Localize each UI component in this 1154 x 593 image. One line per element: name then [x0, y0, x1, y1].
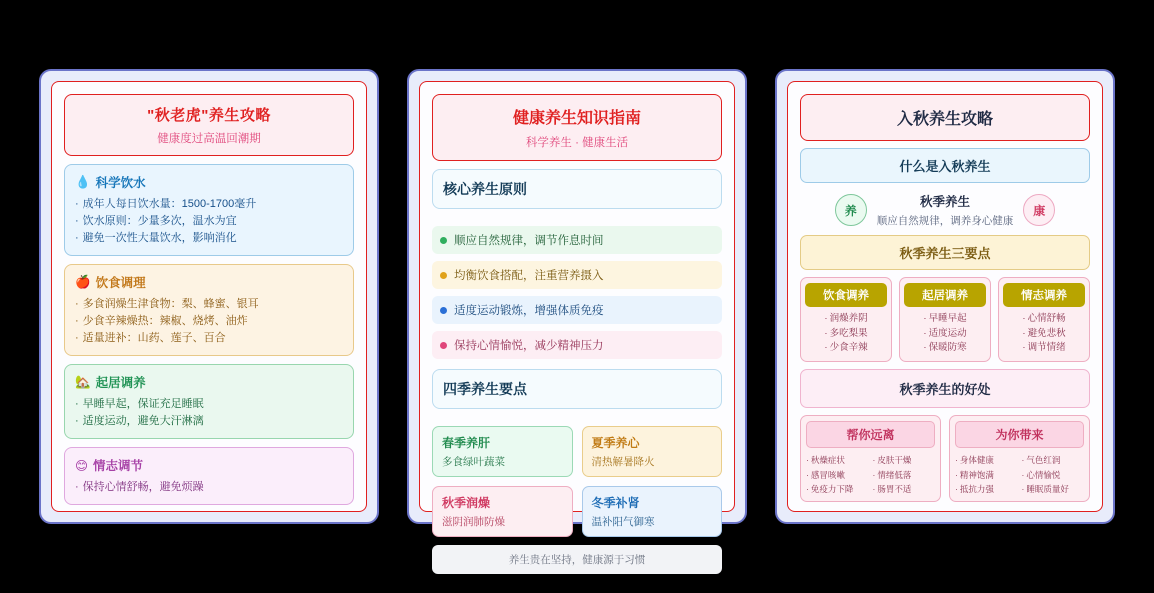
water-drop-icon: 💧: [75, 174, 91, 189]
benefit-avoid-head: 帮你远离: [806, 421, 935, 448]
bullet-dot-icon: [440, 272, 447, 279]
point-mood: [998, 277, 1090, 362]
principle-row: [432, 261, 722, 289]
card1-title: "秋老虎"养生攻略: [147, 107, 271, 124]
season-card-winter: [582, 486, 723, 537]
panel-four-seasons: [432, 369, 722, 409]
section-diet-label: 饮食调理: [95, 276, 146, 291]
bar-benefits: 秋季养生的好处: [800, 369, 1090, 408]
benefit-gain-head: 为你带来: [955, 421, 1084, 448]
concept-center: [877, 192, 1014, 228]
card2-inner: [419, 81, 735, 566]
benefits-grid: [800, 415, 1090, 502]
list-item: · 感冒咳嗽: [806, 468, 869, 482]
card2-title-box: [432, 94, 722, 161]
house-icon: 🏡: [75, 374, 91, 389]
card-autumn-tiger: [39, 69, 379, 524]
list-item: · 早睡早起，保证充足睡眠: [75, 396, 343, 413]
season-desc: 清热解暑降火: [591, 456, 655, 468]
benefit-gain-left: [955, 453, 1018, 496]
list-item: · 适度运动: [904, 327, 986, 342]
list-item: · 气色红润: [1022, 453, 1085, 467]
card2-subtitle: 科学养生 · 健康生活: [525, 137, 629, 149]
card3-inner: [787, 81, 1103, 512]
section-water-head: [75, 173, 343, 191]
list-item: · 免疫力下降: [806, 482, 869, 496]
list-item: · 早睡早起: [904, 312, 986, 327]
benefit-gain-body: [955, 453, 1084, 496]
list-item: · 多食润燥生津食物：梨、蜂蜜、银耳: [75, 296, 343, 313]
list-item: · 抵抗力强: [955, 482, 1018, 496]
section-water-label: 科学饮水: [95, 176, 146, 190]
concept-desc: 顺应自然规律，调养身心健康: [876, 215, 1014, 227]
panel-core-principles: [432, 169, 722, 209]
section-diet: [64, 264, 354, 356]
card3-title-box: [800, 94, 1090, 141]
list-item: · 睡眠质量好: [1022, 482, 1085, 496]
list-item: · 少食辛辣燥热：辣椒、烧烤、油炸: [75, 313, 343, 330]
section-diet-list: [75, 296, 343, 347]
season-grid: [432, 426, 722, 537]
card2-title: 健康养生知识指南: [512, 110, 641, 127]
benefit-avoid-left: [806, 453, 869, 496]
list-item: · 精神饱满: [955, 468, 1018, 482]
list-item: · 身体健康: [955, 453, 1018, 467]
principle-row: [432, 226, 722, 254]
list-item: · 多吃梨果: [805, 327, 887, 342]
principle-list: [432, 226, 722, 359]
point-diet: [800, 277, 892, 362]
season-card-spring: [432, 426, 573, 477]
bar-three-points: 秋季养生三要点: [800, 235, 1090, 270]
card3-title: 入秋养生攻略: [896, 111, 993, 128]
section-water: [64, 164, 354, 256]
panel-seasons-title: 四季养生要点: [443, 381, 527, 397]
three-points-grid: [800, 277, 1090, 362]
bullet-dot-icon: [440, 307, 447, 314]
list-item: · 饮水原则：少量多次，温水为宜: [75, 213, 343, 230]
list-item: · 保暖防寒: [904, 341, 986, 356]
smile-icon: 😊: [75, 458, 89, 473]
bullet-dot-icon: [440, 237, 447, 244]
bullet-dot-icon: [440, 342, 447, 349]
card1-title-box: [64, 94, 354, 156]
list-item: · 皮肤干燥: [873, 453, 936, 467]
circle-kang-icon: 康: [1023, 194, 1055, 226]
card1-subtitle: 健康度过高温回潮期: [157, 133, 261, 145]
list-item: · 避免悲秋: [1003, 327, 1085, 342]
principle-row: [432, 296, 722, 324]
season-card-summer: [582, 426, 723, 477]
list-item: · 润燥养阴: [805, 312, 887, 327]
panel-core-title: 核心养生原则: [443, 181, 527, 197]
card1-inner: [51, 81, 367, 512]
section-living: [64, 364, 354, 439]
point-diet-list: [805, 312, 887, 356]
apple-icon: 🍎: [75, 274, 91, 289]
season-desc: 多食绿叶蔬菜: [442, 456, 505, 468]
season-desc: 温补阳气御寒: [591, 516, 655, 528]
point-living-head: 起居调养: [904, 283, 986, 307]
principle-text: 保持心情愉悦，减少精神压力: [454, 340, 604, 352]
list-item: · 少食辛辣: [805, 341, 887, 356]
season-title: 冬季补肾: [591, 496, 640, 510]
list-item: · 调节情绪: [1003, 341, 1085, 356]
list-item: · 避免一次性大量饮水，影响消化: [75, 230, 343, 247]
section-mood: [64, 447, 354, 505]
bar-what-is-autumn-health: 什么是入秋养生: [800, 148, 1090, 183]
section-living-list: [75, 396, 343, 430]
season-desc: 滋阴润肺防燥: [442, 516, 505, 528]
section-water-list: [75, 196, 343, 247]
list-item: · 适度运动，避免大汗淋漓: [75, 413, 343, 430]
list-item: · 情绪低落: [873, 468, 936, 482]
list-item: · 心情舒畅: [1003, 312, 1085, 327]
section-living-head: [75, 373, 343, 391]
point-diet-head: 饮食调养: [805, 283, 887, 307]
benefit-avoid-body: [806, 453, 935, 496]
point-mood-head: 情志调养: [1003, 283, 1085, 307]
season-title: 春季养肝: [442, 436, 491, 450]
card2-footer: 养生贵在坚持，健康源于习惯: [432, 545, 722, 574]
section-living-label: 起居调养: [95, 376, 146, 391]
list-item: · 适量进补：山药、莲子、百合: [75, 330, 343, 347]
principle-text: 均衡饮食搭配，注重营养摄入: [454, 270, 604, 282]
card-autumn-guide: [775, 69, 1115, 524]
point-living-list: [904, 312, 986, 356]
list-item: · 肠胃不适: [873, 482, 936, 496]
principle-row: [432, 331, 722, 359]
season-card-autumn: [432, 486, 573, 537]
principle-text: 适度运动锻炼，增强体质免疫: [454, 305, 604, 317]
point-mood-list: [1003, 312, 1085, 356]
principle-text: 顺应自然规律，调节作息时间: [454, 235, 604, 247]
benefit-gain: [949, 415, 1090, 502]
circle-yang-icon: 养: [835, 194, 867, 226]
list-item: · 保持心情舒畅，避免烦躁: [75, 479, 343, 496]
section-mood-label: 情志调节: [93, 459, 144, 474]
list-item: · 成年人每日饮水量：1500-1700毫升: [75, 196, 343, 213]
point-living: [899, 277, 991, 362]
season-title: 秋季润燥: [442, 496, 491, 510]
concept-title: 秋季养生: [919, 195, 970, 209]
benefit-avoid: [800, 415, 941, 502]
list-item: · 心情愉悦: [1022, 468, 1085, 482]
season-title: 夏季养心: [591, 436, 640, 450]
benefit-avoid-right: [873, 453, 936, 496]
concept-row: [800, 190, 1090, 228]
benefit-gain-right: [1022, 453, 1085, 496]
list-item: · 秋燥症状: [806, 453, 869, 467]
section-mood-head: [75, 456, 343, 474]
section-diet-head: [75, 273, 343, 291]
section-mood-list: [75, 479, 343, 496]
card-health-guide: [407, 69, 747, 566]
